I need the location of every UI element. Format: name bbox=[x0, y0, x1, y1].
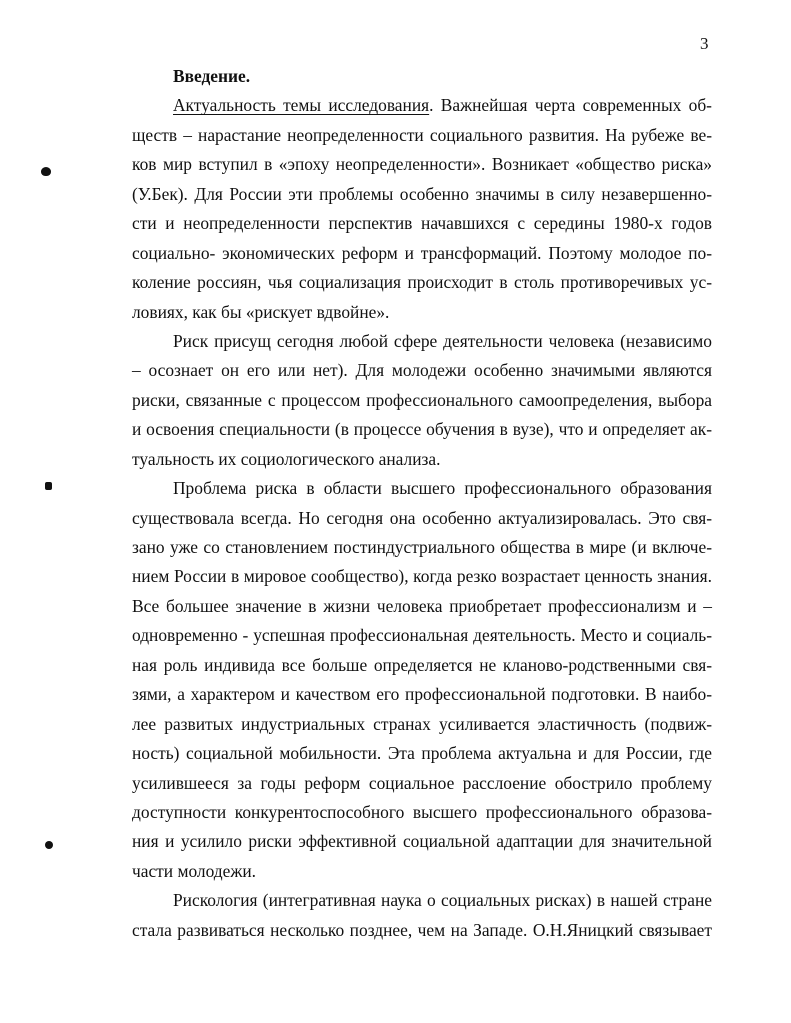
intro-label: Актуальность темы исследования bbox=[173, 95, 430, 116]
text-line: усилившееся за годы реформ социальное расслоение обострило проблему bbox=[132, 772, 712, 793]
text-line: Все большее значение в жизни человека приобретает профессионализм и – bbox=[132, 595, 712, 616]
text-line: ловиях, как бы «рискует вдвойне». bbox=[132, 301, 390, 322]
text-line: части молодежи. bbox=[132, 860, 257, 881]
text-line: ность) социальной мобильности. Эта проблема актуальна и для России, где bbox=[132, 743, 712, 764]
text-line: зями, а характером и качеством его профессиональной подготовки. В наибо- bbox=[132, 684, 712, 705]
text-line: Проблема риска в области высшего профессионального образования bbox=[173, 478, 712, 499]
text-line: и освоения специальности (в процессе обучения в вузе), что и определяет ак- bbox=[132, 419, 712, 440]
document-body bbox=[132, 62, 712, 945]
text-line: Рискология (интегративная наука о социальных рисках) в нашей стране bbox=[173, 890, 712, 911]
text-line: риски, связанные с процессом профессионального самоопределения, выбора bbox=[132, 389, 712, 410]
paragraph-riskology bbox=[132, 886, 712, 945]
text-line: туальность их социологического анализа. bbox=[132, 448, 441, 469]
text-line: Риск присущ сегодня любой сфере деятельности человека (независимо bbox=[173, 330, 712, 351]
paragraph-risk bbox=[132, 327, 712, 474]
text-line: социально- экономических реформ и трансформаций. Поэтому молодое по- bbox=[132, 242, 712, 263]
text-line: коление россиян, чья социализация происходит в столь противоречивых ус- bbox=[132, 272, 712, 293]
text-line: одновременно - успешная профессиональная деятельность. Место и социаль- bbox=[132, 625, 712, 646]
text-line: – осознает он его или нет). Для молодежи особенно значимыми являются bbox=[132, 360, 712, 381]
section-heading: Введение. bbox=[173, 66, 251, 86]
binding-hole-mark bbox=[41, 167, 51, 176]
text-line: существовала всегда. Но сегодня она особенно актуализировалась. Это свя- bbox=[132, 507, 712, 528]
text-line: ков мир вступил в «эпоху неопределенности». Возникает «общество риска» bbox=[132, 154, 712, 175]
text-line: (У.Бек). Для России эти проблемы особенно значимы в силу незавершенно- bbox=[132, 183, 712, 204]
binding-hole-mark bbox=[45, 482, 52, 490]
paragraph-relevance bbox=[132, 91, 712, 327]
text-line: зано уже со становлением постиндустриального общества в мире (и включе- bbox=[132, 537, 712, 558]
paragraph-education bbox=[132, 474, 712, 886]
text-line: лее развитых индустриальных странах усиливается эластичность (подвиж- bbox=[132, 713, 712, 734]
text-line: доступности конкурентоспособного высшего профессионального образова- bbox=[132, 801, 712, 822]
text-line: ная роль индивида все больше определяется не кланово-родственными свя- bbox=[132, 654, 712, 675]
text-line: сти и неопределенности перспектив начавшихся с середины 1980-х годов bbox=[132, 213, 712, 234]
text-line: ществ – нарастание неопределенности социального развития. На рубеже ве- bbox=[132, 124, 712, 145]
text-line: стала развиваться несколько позднее, чем на Западе. О.Н.Яницкий связывает bbox=[132, 919, 712, 940]
text-line: ния и усилило риски эффективной социальной адаптации для значительной bbox=[132, 831, 712, 852]
text-line: Актуальность темы исследования. Важнейшая черта современных об- bbox=[173, 95, 712, 116]
binding-hole-mark bbox=[45, 841, 53, 849]
page-number: 3 bbox=[700, 34, 709, 53]
text-line: нием России в мировое сообщество), когда резко возрастает ценность знания. bbox=[132, 566, 712, 587]
